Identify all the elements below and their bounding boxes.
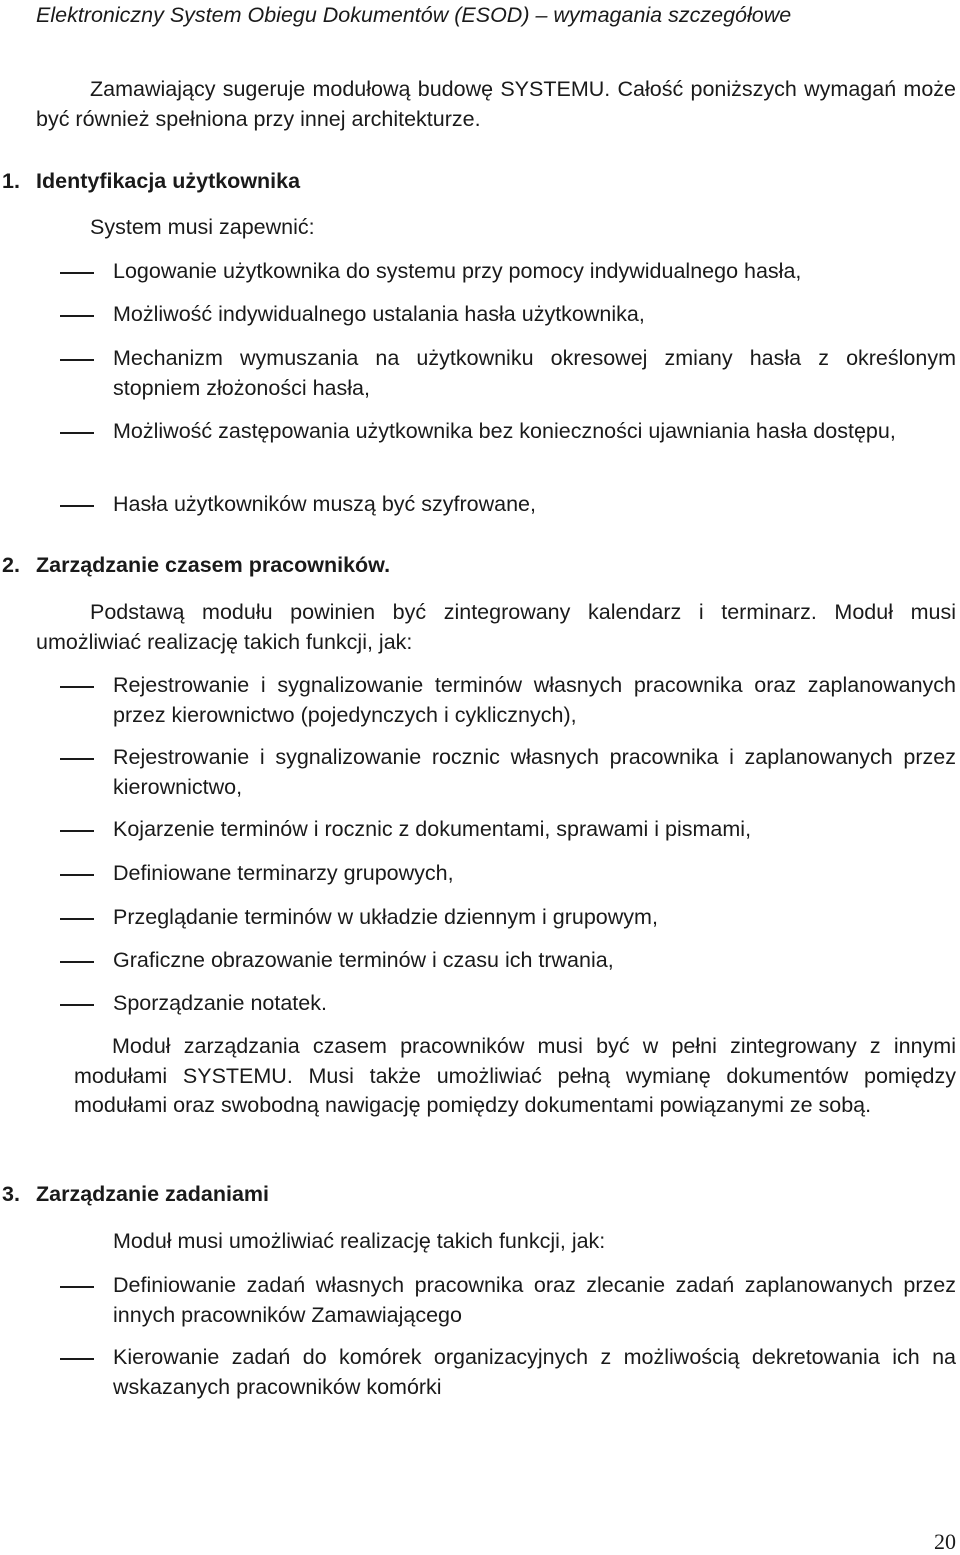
- list-item-text: Rejestrowanie i sygnalizowanie rocznic własnych pracownika i zaplanowanych przez kierownictwo,: [113, 745, 956, 799]
- list-item: [60, 490, 956, 520]
- list-item-text: Logowanie użytkownika do systemu przy pomocy indywidualnego hasła,: [113, 259, 802, 283]
- list-item-text: Rejestrowanie i sygnalizowanie terminów własnych pracownika oraz zaplanowanych przez kierownictwo (pojedynczych i cyklicznych),: [113, 673, 956, 727]
- section-number: 3.: [2, 1182, 20, 1206]
- list-item-text: Kierowanie zadań do komórek organizacyjnych z możliwością dekretowania ich na wskazanych pracowników komórki: [113, 1345, 956, 1399]
- section-lead: System musi zapewnić:: [90, 215, 315, 239]
- dash-bullet: [60, 830, 94, 832]
- section-lead: Moduł musi umożliwiać realizację takich funkcji, jak:: [113, 1229, 606, 1253]
- list-item-text: Sporządzanie notatek.: [113, 991, 327, 1015]
- list-item-text: Hasła użytkowników muszą być szyfrowane,: [113, 492, 536, 516]
- list-item: [60, 743, 956, 803]
- section-number: 2.: [2, 553, 20, 577]
- list-item: [60, 300, 956, 330]
- list-item: [60, 671, 956, 731]
- page-number: 20: [934, 1529, 956, 1554]
- list-item: [60, 344, 956, 404]
- section-number: 1.: [2, 169, 20, 193]
- dash-bullet: [60, 874, 94, 876]
- section-lead: Podstawą modułu powinien być zintegrowany kalendarz i terminarz. Moduł musi umożliwiać realizację takich funkcji, jak:: [36, 600, 956, 654]
- document-header: Elektroniczny System Obiegu Dokumentów (ESOD) – wymagania szczegółowe: [36, 3, 792, 27]
- list-item: [60, 903, 956, 933]
- dash-bullet: [60, 272, 94, 274]
- list-item-text: Mechanizm wymuszania na użytkowniku okresowej zmiany hasła z określonym stopniem złożoności hasła,: [113, 346, 956, 400]
- list-item-text: Definiowanie zadań własnych pracownika oraz zlecanie zadań zaplanowanych przez innych pracowników Zamawiającego: [113, 1273, 956, 1327]
- dash-bullet: [60, 505, 94, 507]
- dash-bullet: [60, 918, 94, 920]
- list-item: [60, 859, 956, 889]
- list-item: [60, 946, 956, 976]
- list-item: [60, 1271, 956, 1331]
- section-heading-3: [0, 1180, 960, 1208]
- dash-bullet: [60, 1358, 94, 1360]
- list-item-text: Kojarzenie terminów i rocznic z dokumentami, sprawami i pismami,: [113, 817, 752, 841]
- list-item: [60, 989, 956, 1019]
- dash-bullet: [60, 758, 94, 760]
- section-title: Identyfikacja użytkownika: [36, 169, 301, 193]
- list-item: [60, 417, 956, 477]
- dash-bullet: [60, 359, 94, 361]
- list-item-text: Możliwość zastępowania użytkownika bez konieczności ujawniania hasła dostępu,: [113, 419, 896, 443]
- dash-bullet: [60, 686, 94, 688]
- section-heading-1: [0, 167, 960, 195]
- list-item-text: Graficzne obrazowanie terminów i czasu ich trwania,: [113, 948, 614, 972]
- section-closing-paragraph: Moduł zarządzania czasem pracowników musi być w pełni zintegrowany z innymi modułami SYSTEMU. Musi także umożliwiać pełną wymianę dokumentów pomiędzy modułami oraz swobodną nawigację pomiędzy dokumentami powiązanymi ze sobą.: [74, 1034, 956, 1117]
- list-item-text: Definiowane terminarzy grupowych,: [113, 861, 454, 885]
- section-title: Zarządzanie czasem pracowników.: [36, 553, 391, 577]
- list-item: [60, 1343, 956, 1403]
- list-item-text: Możliwość indywidualnego ustalania hasła użytkownika,: [113, 302, 645, 326]
- section-title: Zarządzanie zadaniami: [36, 1182, 269, 1206]
- dash-bullet: [60, 961, 94, 963]
- list-item-text: Przeglądanie terminów w układzie dziennym i grupowym,: [113, 905, 658, 929]
- intro-paragraph: Zamawiający sugeruje modułową budowę SYSTEMU. Całość poniższych wymagań może być również spełniona przy innej architekturze.: [36, 77, 956, 131]
- section-heading-2: [0, 551, 960, 579]
- dash-bullet: [60, 1286, 94, 1288]
- list-item: [60, 815, 956, 845]
- dash-bullet: [60, 432, 94, 434]
- dash-bullet: [60, 315, 94, 317]
- list-item: [60, 257, 956, 287]
- dash-bullet: [60, 1004, 94, 1006]
